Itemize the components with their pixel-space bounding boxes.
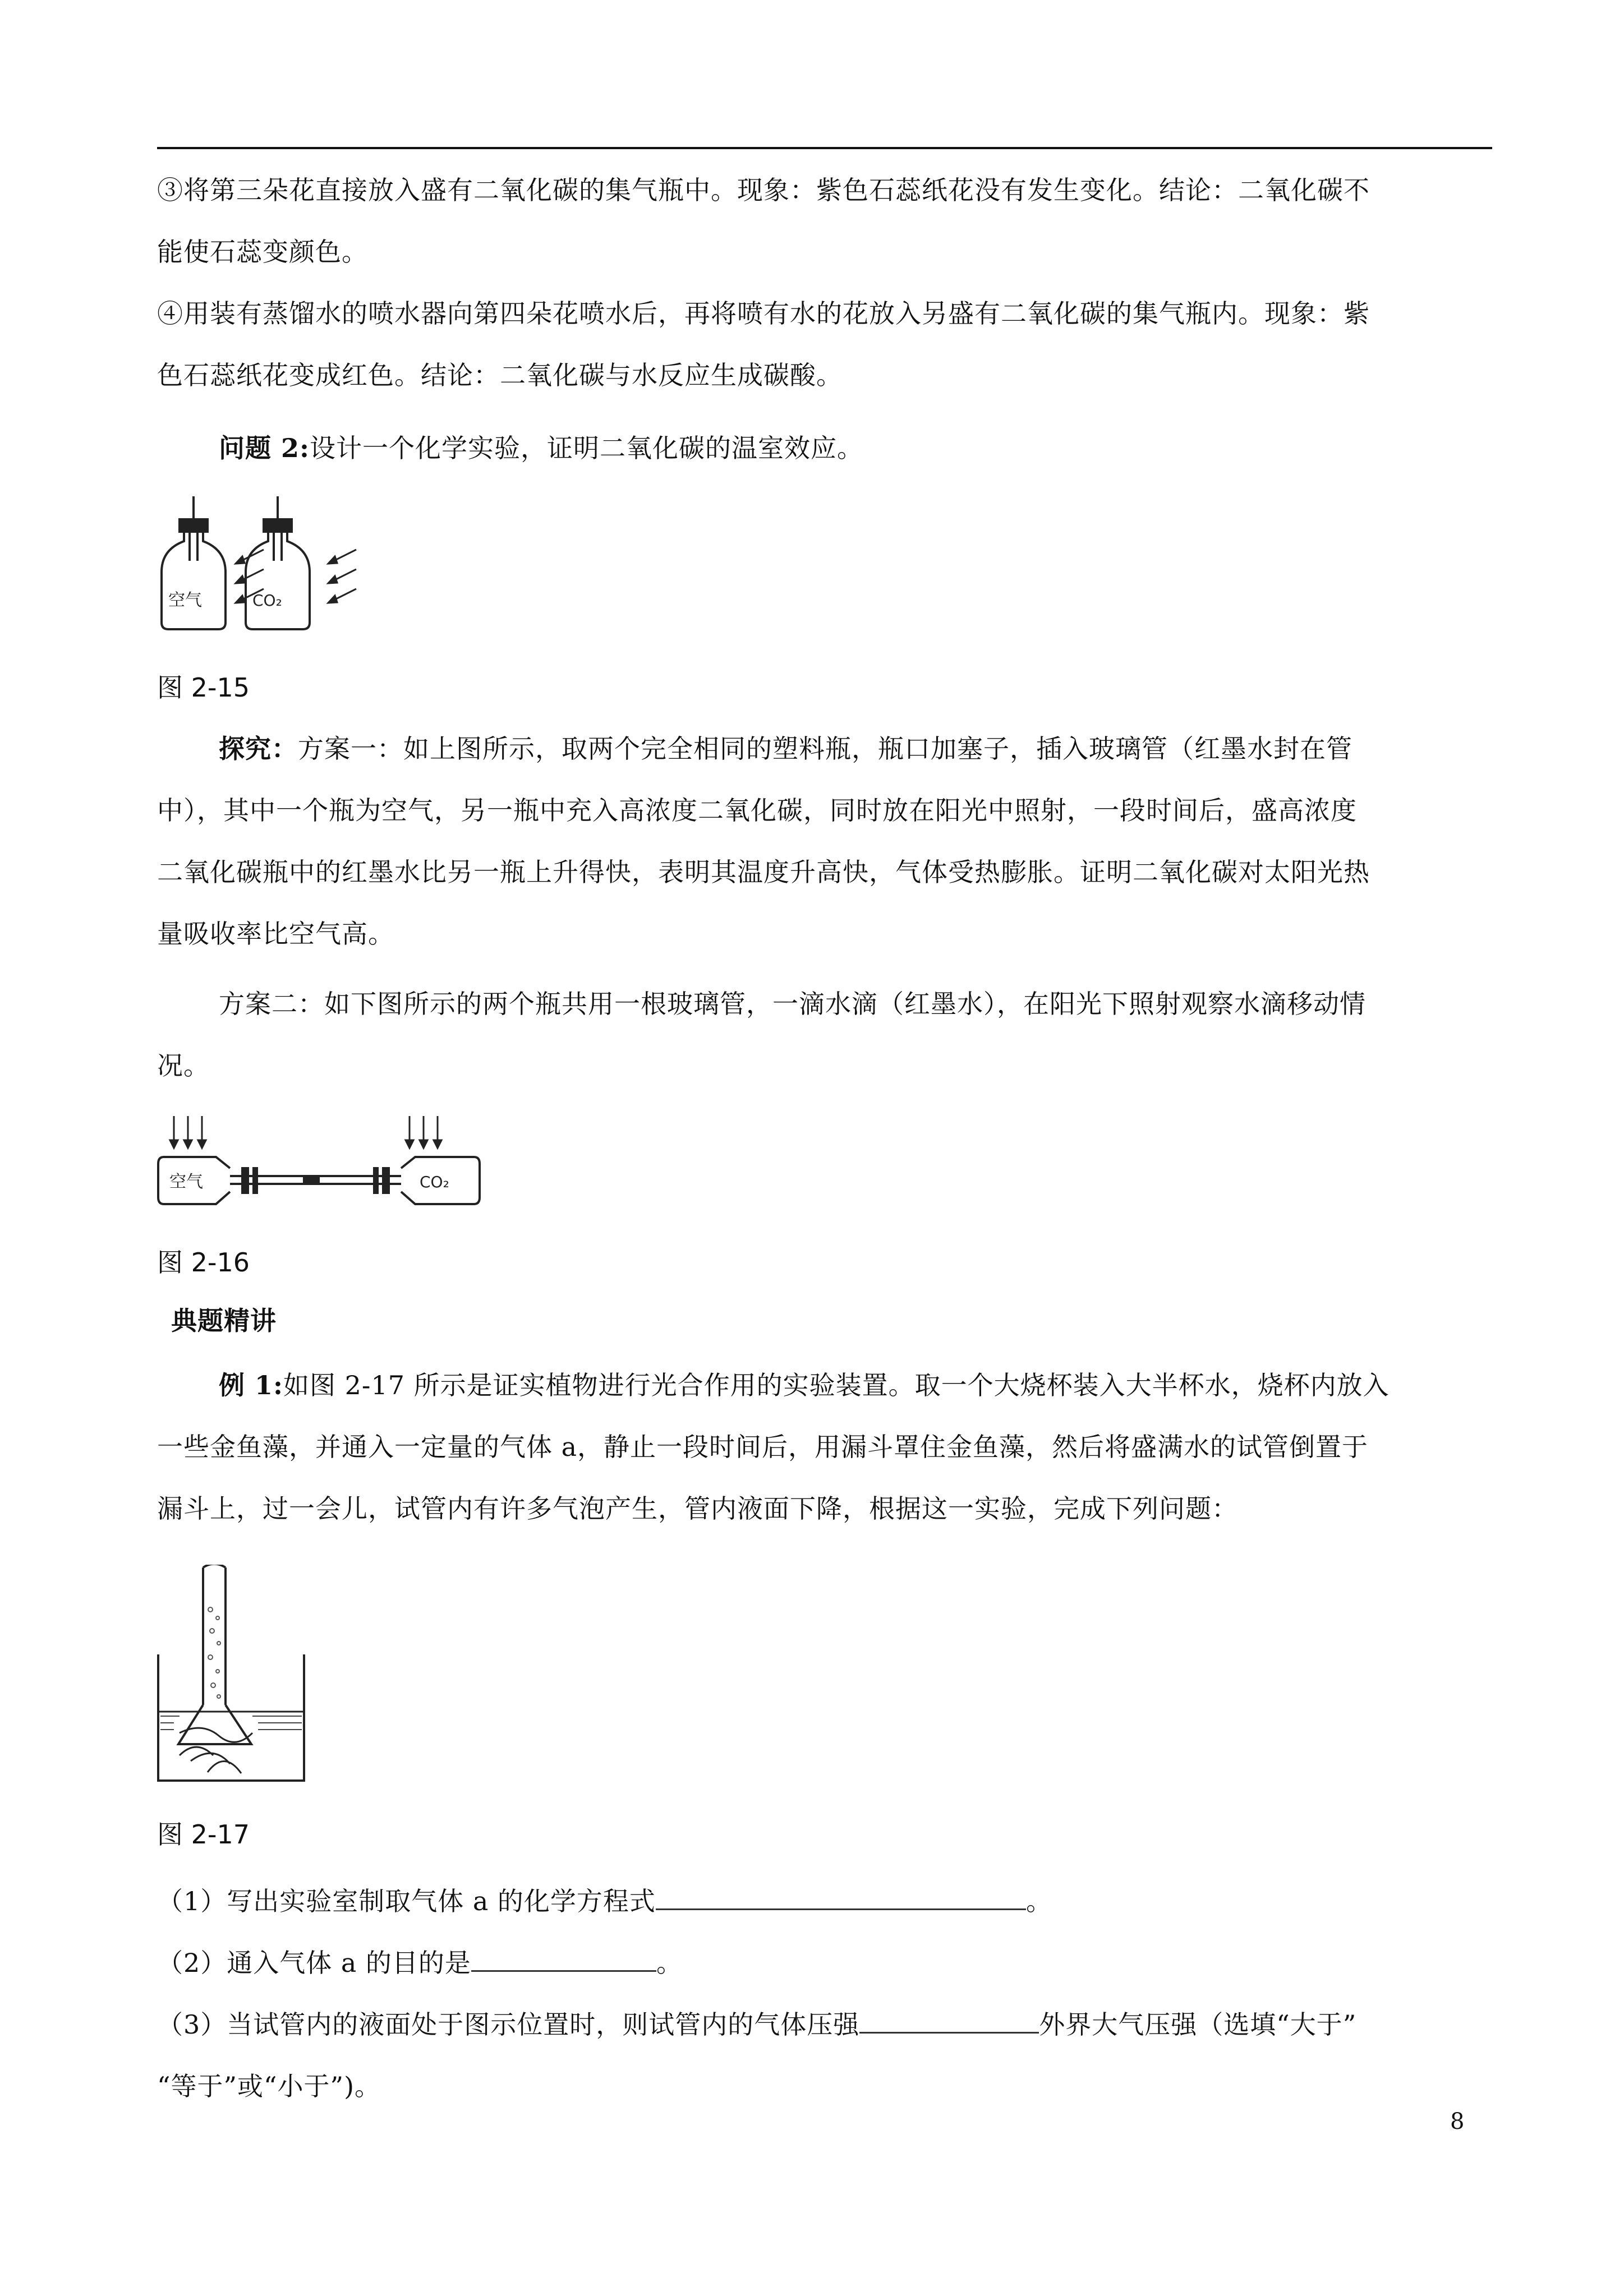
text-line: 方案二：如下图所示的两个瓶共用一根玻璃管，一滴水滴（红墨水），在阳光下照射观察水滴移动情 bbox=[219, 989, 1366, 1019]
question-text: 设计一个化学实验，证明二氧化碳的温室效应。 bbox=[310, 433, 864, 463]
section-title: 典题精讲 bbox=[171, 1306, 277, 1336]
page-number: 8 bbox=[1450, 2109, 1465, 2134]
figure-caption: 图 2-15 bbox=[157, 672, 250, 703]
text-line: 中），其中一个瓶为空气，另一瓶中充入高浓度二氧化碳，同时放在阳光中照射，一段时间后，盛高浓度 bbox=[157, 795, 1357, 826]
explore-label: 探究： bbox=[219, 734, 298, 764]
question-end: 。 bbox=[656, 1948, 683, 1978]
text-line: 量吸收率比空气高。 bbox=[157, 919, 394, 949]
question-end: 外界大气压强（选填“大于” bbox=[1039, 2009, 1357, 2040]
question-3 bbox=[157, 1994, 1492, 2055]
figure-caption: 图 2-17 bbox=[157, 1819, 250, 1850]
text-line: 一些金鱼藻，并通入一定量的气体 a，静止一段时间后，用漏斗罩住金鱼藻，然后将盛满水的试管倒置于 bbox=[157, 1432, 1369, 1462]
question-label: 问题 2: bbox=[219, 433, 310, 463]
answer-blank[interactable] bbox=[859, 2011, 1039, 2034]
figure-caption: 图 2-16 bbox=[157, 1247, 250, 1278]
text-line: 漏斗上，过一会儿，试管内有许多气泡产生，管内液面下降，根据这一实验，完成下列问题： bbox=[157, 1493, 1238, 1524]
label-co2: CO₂ bbox=[420, 1173, 449, 1191]
text-line: “等于”或“小于”)。 bbox=[157, 2071, 381, 2101]
answer-blank[interactable] bbox=[471, 1949, 656, 1972]
example-text: 如图 2-17 所示是证实植物进行光合作用的实验装置。取一个大烧杯装入大半杯水，烧杯内放入 bbox=[283, 1370, 1390, 1400]
explore-text: 方案一：如上图所示，取两个完全相同的塑料瓶，瓶口加塞子，插入玻璃管（红墨水封在管 bbox=[298, 734, 1352, 764]
figure-2-16 bbox=[157, 1113, 482, 1211]
label-co2: CO₂ bbox=[252, 591, 282, 610]
example-label: 例 1: bbox=[219, 1370, 284, 1400]
text-line: ④用装有蒸馏水的喷水器向第四朵花喷水后，再将喷有水的花放入另盛有二氧化碳的集气瓶内。现象：紫 bbox=[157, 298, 1370, 329]
text-line: ③将第三朵花直接放入盛有二氧化碳的集气瓶中。现象：紫色石蕊纸花没有发生变化。结论：二氧化碳不 bbox=[157, 175, 1370, 205]
text-line: 能使石蕊变颜色。 bbox=[157, 237, 368, 267]
text-line: 二氧化碳瓶中的红墨水比另一瓶上升得快，表明其温度升高快，气体受热膨胀。证明二氧化碳对太阳光热 bbox=[157, 857, 1370, 887]
question-end: 。 bbox=[1025, 1886, 1052, 1916]
text-line bbox=[219, 718, 1492, 780]
figure-2-15 bbox=[157, 494, 393, 634]
label-air: 空气 bbox=[169, 1172, 203, 1192]
question-text: （1）写出实验室制取气体 a 的化学方程式 bbox=[157, 1886, 656, 1916]
question-2-blank bbox=[157, 1932, 1492, 1994]
question-text: （2）通入气体 a 的目的是 bbox=[157, 1948, 471, 1978]
question-1 bbox=[157, 1870, 1492, 1932]
text-line: 色石蕊纸花变成红色。结论：二氧化碳与水反应生成碳酸。 bbox=[157, 360, 843, 390]
answer-blank[interactable] bbox=[656, 1887, 1026, 1910]
text-line: 况。 bbox=[157, 1050, 210, 1081]
label-air: 空气 bbox=[168, 591, 202, 610]
question-text: （3）当试管内的液面处于图示位置时，则试管内的气体压强 bbox=[157, 2009, 860, 2040]
header-rule bbox=[157, 147, 1492, 149]
question-2 bbox=[219, 417, 1492, 479]
example-1 bbox=[219, 1354, 1492, 1416]
figure-2-17 bbox=[157, 1565, 314, 1783]
